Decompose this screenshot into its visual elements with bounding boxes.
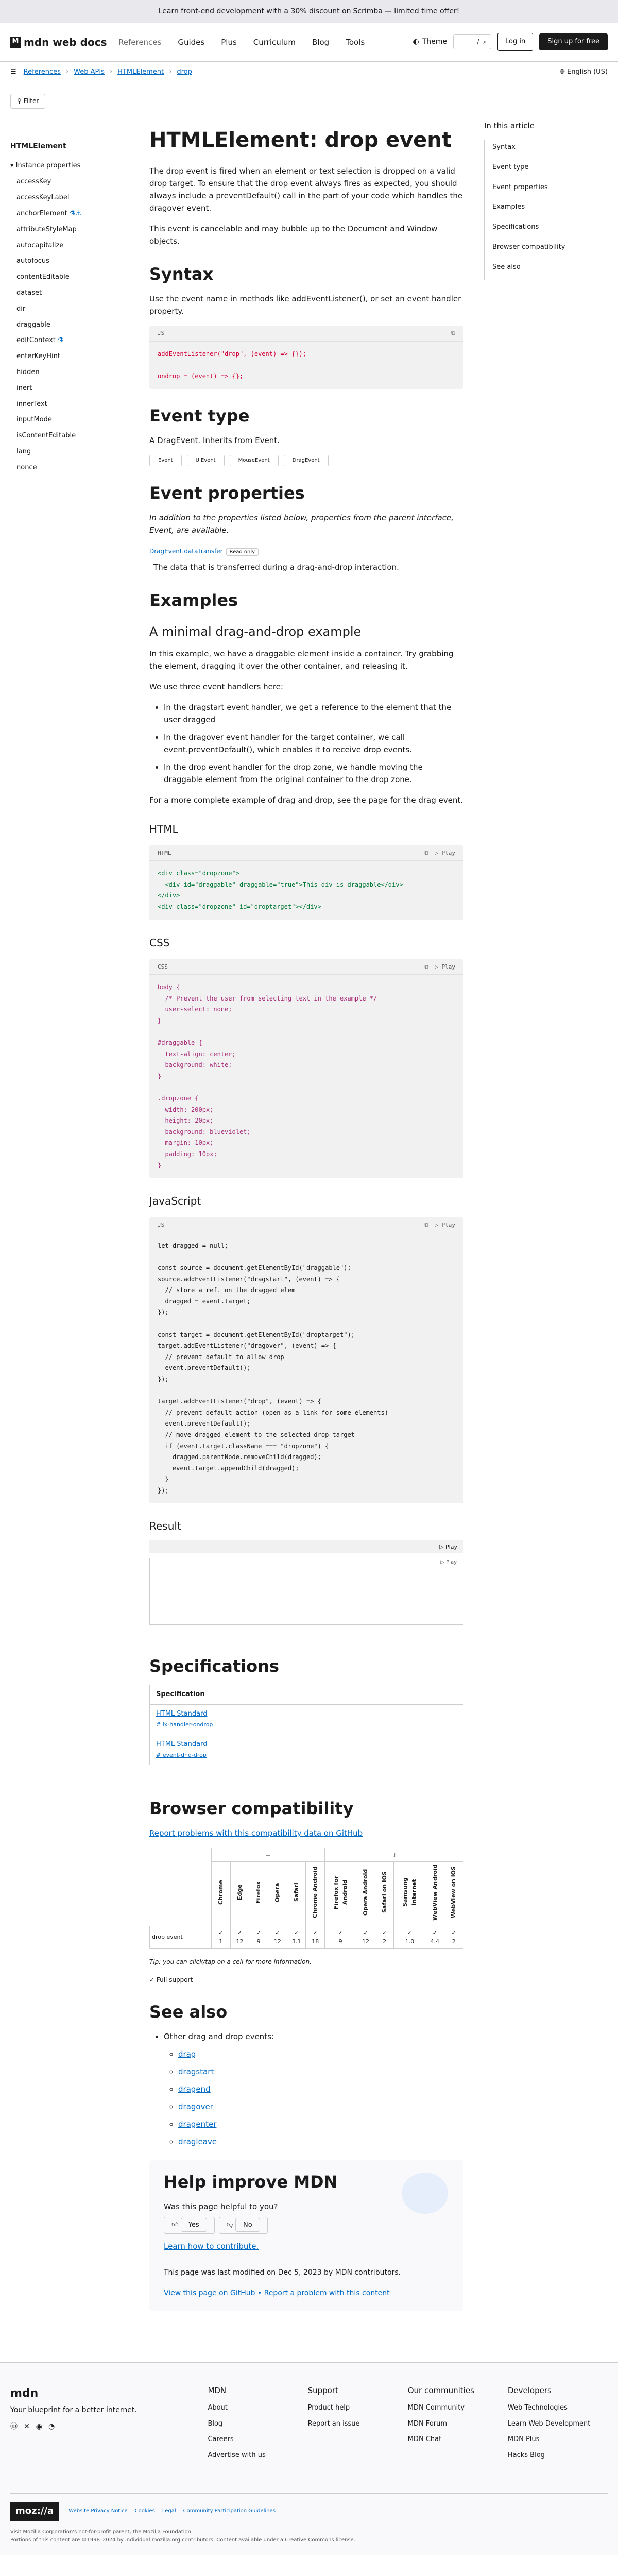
browser-name: Firefox for Android — [332, 1875, 349, 1909]
sidebar-item[interactable]: nonce — [16, 463, 37, 471]
copy-icon[interactable]: ⧉ — [451, 330, 455, 336]
example-subheading: A minimal drag-and-drop example — [149, 624, 362, 639]
compat-table — [149, 1848, 464, 1948]
js-code-block — [149, 1217, 464, 1503]
toc-item[interactable]: Event type — [492, 163, 529, 171]
sidebar-section-instance-properties[interactable]: ▾ Instance properties — [10, 161, 81, 170]
footer-link[interactable]: MDN Plus — [507, 2435, 540, 2444]
sidebar-item[interactable]: autocapitalize — [16, 241, 64, 249]
compat-cell[interactable]: ✓ 4.4 — [425, 1926, 444, 1948]
sidebar-item[interactable]: inert — [16, 384, 32, 392]
spec-column-header: Specification — [150, 1685, 464, 1705]
spec-anchor[interactable]: # event-dnd-drop — [156, 1751, 207, 1758]
footer-link[interactable]: Hacks Blog — [507, 2451, 545, 2460]
footer-link[interactable]: MDN Chat — [407, 2435, 442, 2444]
source-links[interactable]: View this page on GitHub • Report a problem with this content — [164, 2289, 390, 2298]
yes-button[interactable]: 👍︎ Yes — [164, 2217, 215, 2234]
see-also-link[interactable]: dragstart — [178, 2067, 214, 2077]
compat-cell[interactable]: ✓ 9 — [325, 1926, 356, 1948]
experimental-icon: ⚗ — [58, 336, 64, 345]
footer-link[interactable]: Careers — [208, 2435, 234, 2444]
compat-legend: ✓ Full support — [149, 1976, 193, 1984]
css-code: body { /* Prevent the user from selecting text in the example */ user-select: none; } #draggable { text-align: center; background: white; } .dropzone { width: 200px; height: 20px; background: blueviolet; margin: 10px; padding: 10px; } — [158, 984, 377, 1169]
twitter-icon[interactable]: ✕ — [24, 2422, 30, 2431]
rss-icon[interactable]: ◔ — [48, 2422, 55, 2431]
breadcrumb-htmlelement[interactable]: HTMLElement — [117, 68, 164, 76]
desktop-icon: ▭ — [212, 1848, 325, 1862]
browser-name: Opera — [274, 1883, 281, 1902]
browser-compat-heading: Browser compatibility — [149, 1799, 354, 1819]
css-heading: CSS — [149, 936, 170, 949]
help-heading: Help improve MDN — [164, 2172, 338, 2192]
signup-button[interactable]: Sign up for free — [539, 33, 608, 50]
sidebar-item[interactable]: innerText — [16, 400, 47, 408]
social-links — [10, 2421, 208, 2432]
footer-link[interactable]: Blog — [208, 2419, 223, 2428]
browser-name: Firefox — [255, 1881, 262, 1904]
see-also-link[interactable]: dragend — [178, 2084, 211, 2094]
compat-cell[interactable]: ✓ 1 — [212, 1926, 231, 1948]
compat-cell[interactable]: ✓ 12 — [268, 1926, 287, 1948]
event-type-paragraph: A DragEvent. Inherits from Event. — [149, 436, 280, 446]
github-icon[interactable]: ◉ — [36, 2422, 42, 2431]
sidebar-item[interactable]: lang — [16, 447, 31, 455]
examples-heading: Examples — [149, 590, 238, 611]
spec-anchor[interactable]: # ix-handler-ondrop — [156, 1721, 213, 1728]
banner-link[interactable]: Scrimba — [353, 7, 383, 15]
code-lang: CSS — [158, 963, 168, 970]
sidebar-item[interactable]: inputMode — [16, 416, 52, 424]
toc-item[interactable]: Event properties — [492, 183, 548, 191]
play-button[interactable]: ▷ Play — [435, 963, 455, 970]
example-paragraph-1: In this example, we have a draggable element inside a container. Try grabbing the element, dragging it over the other container, and releasing it. — [149, 649, 454, 671]
sidebar-item[interactable]: enterKeyHint — [16, 352, 60, 361]
compat-report-link[interactable]: Report problems with this compatibility data on GitHub — [149, 1828, 363, 1838]
inherit-tag[interactable]: Event — [149, 455, 182, 466]
compat-cell[interactable]: ✓ 18 — [306, 1926, 325, 1948]
sidebar-item[interactable]: accessKeyLabel — [16, 194, 70, 202]
legal-link[interactable]: Cookies — [134, 2508, 155, 2514]
menu-blog[interactable]: Blog — [312, 37, 330, 47]
footer-link[interactable]: Learn Web Development — [507, 2419, 591, 2428]
browser-name: Chrome Android — [312, 1866, 319, 1919]
breadcrumb: ☰ References › Web APIs › HTMLElement › drop 🌐︎ English (US) — [0, 62, 618, 83]
mozilla-logo[interactable]: moz://a — [10, 2502, 59, 2521]
sidebar-item[interactable]: autofocus — [16, 257, 49, 265]
toc-item[interactable]: See also — [492, 263, 521, 271]
syntax-code-block — [149, 326, 464, 389]
page-title: HTMLElement: drop event — [149, 128, 452, 152]
js-code: let dragged = null; const source = document.getElementById("draggable"); source.addEventListener("dragstart", (event) => { // store a ref. on the dragged elem dragged = event.target; }); const target = document.getElementById("droptarget"); target.addEventListener("dragover", (event) => { // prevent default to allow drop event.preventDefault(); }); target.addEventListener("drop", (event) => { // prevent default action (open as a link for some elements) event.preventDefault(); // move dragged element to the selected drop target if (event.target.className === "dropzone") { dragged.parentNode.removeChild(dragged); event.target.appendChild(dragged); } }); — [158, 1242, 388, 1494]
list-item: • In the dragstart event handler, we get a reference to the element that the user dragged — [164, 701, 464, 726]
globe-icon: 🌐︎ — [559, 68, 565, 76]
experimental-icon: ⚗⚠ — [69, 209, 82, 217]
footer-link[interactable]: Product help — [307, 2403, 350, 2412]
login-button[interactable]: Log in — [497, 33, 533, 51]
html-heading: HTML — [149, 822, 178, 835]
list-item: • Other drag and drop events: ◦ drag ◦ dragstart ◦ dragend ◦ dragover ◦ dragenter ◦ dragleave — [164, 2030, 464, 2148]
footer-col-title: Developers — [507, 2385, 552, 2395]
theme-icon: ◐ — [413, 38, 419, 46]
compat-cell[interactable]: ✓ 1.0 — [394, 1926, 425, 1948]
footer-link[interactable]: Web Technologies — [507, 2403, 568, 2412]
result-frame[interactable] — [149, 1558, 464, 1625]
theme-switcher[interactable] — [413, 36, 448, 47]
help-question: Was this page helpful to you? — [164, 2202, 278, 2212]
browser-name: Safari on iOS — [381, 1871, 388, 1913]
prop-link[interactable]: DragEvent.dataTransfer — [149, 548, 223, 555]
copy-icon[interactable]: ⧉ — [424, 1222, 429, 1229]
code-lang: JS — [158, 330, 165, 336]
sidebar-item[interactable]: isContentEditable — [16, 432, 76, 440]
table-row — [150, 1735, 464, 1765]
browser-name: Safari — [293, 1883, 300, 1902]
copy-icon[interactable]: ⧉ — [424, 963, 429, 970]
toc-title: In this article — [484, 121, 535, 130]
table-row — [150, 1705, 464, 1735]
search-input[interactable] — [453, 34, 491, 49]
top-navigation — [0, 23, 618, 62]
sidebar-item[interactable]: dir — [16, 304, 26, 313]
legal-text-2: Portions of this content are ©1998–2024 by individual mozilla.org contributors. Content available under a Creative Commons license. — [10, 2537, 355, 2543]
language-label: English (US) — [567, 68, 608, 76]
prop-description: The data that is transferred during a drag-and-drop interaction. — [153, 563, 399, 572]
code-lang: JS — [158, 1222, 165, 1229]
specifications-table — [149, 1685, 464, 1765]
sidebar-item[interactable]: accessKey — [16, 178, 52, 186]
event-properties-heading: Event properties — [149, 483, 305, 503]
result-toolbar — [149, 1540, 464, 1553]
copy-icon[interactable]: ⧉ — [424, 849, 429, 856]
inheritance-diagram — [149, 455, 464, 466]
footer-link[interactable]: Advertise with us — [208, 2451, 266, 2460]
sidebar-item[interactable]: hidden — [16, 368, 40, 376]
toc-item[interactable]: Syntax — [492, 143, 516, 151]
legal-link[interactable]: Website Privacy Notice — [68, 2508, 128, 2514]
see-also-list — [164, 2030, 464, 2148]
legal-link[interactable]: Legal — [162, 2508, 176, 2514]
list-item: • In the drop event handler for the drop zone, we handle moving the draggable element from the original container to the drop zone. — [164, 761, 464, 786]
play-button[interactable]: ▷ Play — [435, 849, 455, 856]
menu-tools[interactable]: Tools — [346, 37, 365, 47]
inherit-tag[interactable]: MouseEvent — [230, 455, 279, 466]
event-type-heading: Event type — [149, 406, 250, 426]
search-icon: ⌕ — [483, 38, 487, 45]
menu-curriculum[interactable]: Curriculum — [253, 37, 296, 47]
mastodon-icon[interactable]: ⓜ — [10, 2422, 18, 2431]
html-code-block — [149, 845, 464, 920]
compat-tip: Tip: you can click/tap on a cell for more information. — [149, 1958, 312, 1965]
sidebar-item[interactable]: anchorElement ⚗⚠ — [16, 209, 82, 217]
list-item: • In the dragover event handler for the target container, we call event.preventDefault(), which enables it to receive drop events. — [164, 731, 464, 756]
toc-item[interactable]: Examples — [492, 203, 525, 211]
table-of-contents — [464, 83, 608, 2331]
code-line: addEventListener("drop", (event) => {}); — [158, 350, 306, 358]
inherit-tag[interactable]: UIEvent — [187, 455, 225, 466]
code-lang: HTML — [158, 849, 171, 856]
compat-cell[interactable]: ✓ 2 — [444, 1926, 464, 1948]
banner-tail: — limited time offer! — [384, 7, 460, 15]
footer-link[interactable]: MDN Forum — [407, 2419, 448, 2428]
see-also-heading: See also — [149, 2002, 228, 2022]
syntax-paragraph: Use the event name in methods like addEventListener(), or set an event handler property. — [149, 294, 461, 316]
browser-name: Opera Android — [362, 1869, 369, 1916]
chat-illustration-icon — [402, 2173, 448, 2214]
spec-link[interactable]: HTML Standard — [156, 1710, 208, 1718]
browser-name: WebView Android — [431, 1864, 438, 1921]
mobile-icon: ▯ — [325, 1848, 464, 1862]
logo-text: mdn web docs — [24, 36, 107, 48]
html-code: <div class="dropzone"> <div id="draggable" draggable="true">This div is draggable</div> </div> <div class="dropzone" id="droptarget"></div> — [158, 870, 403, 910]
main-menu — [118, 36, 365, 48]
sidebar-item[interactable]: draggable — [16, 320, 50, 329]
browser-name: WebView on iOS — [450, 1866, 457, 1919]
last-modified: This page was last modified on Dec 5, 2023 by MDN contributors. — [164, 2268, 401, 2277]
footer — [0, 2362, 618, 2555]
code-line: ondrop = (event) => {}; — [158, 372, 244, 380]
inherit-tag[interactable]: DragEvent — [284, 455, 329, 466]
search-shortcut: / — [477, 38, 479, 45]
help-improve-box — [149, 2160, 464, 2311]
compat-cell[interactable]: ✓ 12 — [230, 1926, 249, 1948]
menu-toggle-icon[interactable]: ☰ — [10, 68, 16, 76]
legal-bar — [10, 2493, 608, 2555]
toc-item[interactable]: Browser compatibility — [492, 243, 565, 251]
sidebar-filter[interactable]: ⚲ Filter — [10, 94, 45, 109]
footer-logo[interactable]: mdn — [10, 2386, 39, 2400]
footer-col-title: MDN — [208, 2385, 227, 2395]
event-properties-paragraph: In addition to the properties listed below, properties from the parent interface, Event, are available. — [149, 513, 454, 535]
specifications-heading: Specifications — [149, 1656, 279, 1676]
see-also-link[interactable]: dragleave — [178, 2137, 217, 2147]
mdn-logo[interactable] — [10, 34, 118, 50]
sidebar-item[interactable]: dataset — [16, 289, 42, 297]
see-also-link[interactable]: drag — [178, 2049, 196, 2059]
footer-link[interactable]: About — [208, 2403, 228, 2412]
footer-col-title: Our communities — [407, 2385, 474, 2395]
sidebar-item[interactable]: contentEditable — [16, 273, 70, 281]
compat-cell[interactable]: ✓ 3.1 — [287, 1926, 306, 1948]
promo-banner[interactable] — [0, 0, 618, 23]
chevron-down-icon: ▾ — [10, 161, 16, 170]
footer-tagline: Your blueprint for a better internet. — [10, 2405, 137, 2414]
see-also-link[interactable]: dragover — [178, 2102, 213, 2112]
language-switcher[interactable] — [559, 67, 608, 78]
breadcrumb-drop[interactable]: drop — [177, 68, 192, 76]
main-content — [149, 83, 464, 2331]
compat-cell[interactable]: ✓ 2 — [375, 1926, 394, 1948]
sidebar-item[interactable]: editContext ⚗ — [16, 336, 64, 345]
filter-icon: ⚲ — [17, 97, 24, 105]
syntax-heading: Syntax — [149, 264, 214, 284]
sidebar-item[interactable]: attributeStyleMap — [16, 225, 77, 233]
result-heading: Result — [149, 1520, 181, 1533]
menu-guides[interactable]: Guides — [178, 37, 205, 47]
logo-icon: M — [10, 37, 21, 48]
toc-item[interactable]: Specifications — [492, 223, 539, 231]
compat-cell[interactable]: ✓ 9 — [249, 1926, 268, 1948]
intro-paragraph-2: This event is cancelable and may bubble up to the Document and Window objects. — [149, 224, 438, 246]
see-also-link[interactable]: dragenter — [178, 2120, 217, 2129]
browser-name: Chrome — [217, 1880, 225, 1905]
handler-list — [164, 701, 464, 786]
readonly-badge: Read only — [226, 548, 259, 556]
browser-name: Edge — [236, 1884, 243, 1901]
example-paragraph-3: For a more complete example of drag and drop, see the page for the drag event. — [149, 795, 464, 805]
menu-references[interactable]: References — [118, 37, 162, 47]
browser-name: Samsung Internet — [401, 1877, 418, 1907]
compat-cell[interactable]: ✓ 12 — [356, 1926, 375, 1948]
table-row — [150, 1926, 464, 1948]
play-button[interactable]: ▷ Play — [435, 1222, 455, 1229]
play-button[interactable]: ▷ Play — [439, 1543, 457, 1550]
compat-row-label: drop event — [150, 1926, 212, 1948]
footer-link[interactable]: Report an issue — [307, 2419, 360, 2428]
breadcrumb-webapis[interactable]: Web APIs — [74, 68, 105, 76]
menu-plus[interactable]: Plus — [221, 37, 237, 47]
theme-label: Theme — [422, 38, 448, 46]
breadcrumb-references[interactable]: References — [23, 68, 61, 76]
intro-paragraph: The drop event is fired when an element or text selection is dropped on a valid drop target. To ensure that the drop event always fires as expected, you should always include a preventDefault() call in the part of your code which handles the dragover event. — [149, 166, 463, 213]
banner-text: Learn front-end development with a 30% discount on — [158, 7, 351, 15]
footer-link[interactable]: MDN Community — [407, 2403, 465, 2412]
css-code-block — [149, 959, 464, 1179]
js-heading: JavaScript — [149, 1195, 201, 1208]
legal-link[interactable]: Community Participation Guidelines — [183, 2508, 276, 2514]
legal-text-1: Visit Mozilla Corporation's not-for-profit parent, the Mozilla Foundation. — [10, 2529, 193, 2535]
example-paragraph-2: We use three event handlers here: — [149, 682, 283, 691]
sidebar — [0, 83, 149, 2331]
check-icon: ✓ — [149, 1976, 157, 1984]
sidebar-title[interactable]: HTMLElement — [10, 142, 66, 151]
contribute-link[interactable]: Learn how to contribute. — [164, 2242, 259, 2251]
play-button[interactable]: ▷ Play — [440, 1560, 457, 1566]
footer-col-title: Support — [307, 2385, 338, 2395]
no-button[interactable]: 👎︎ No — [219, 2217, 268, 2234]
spec-link[interactable]: HTML Standard — [156, 1740, 208, 1748]
